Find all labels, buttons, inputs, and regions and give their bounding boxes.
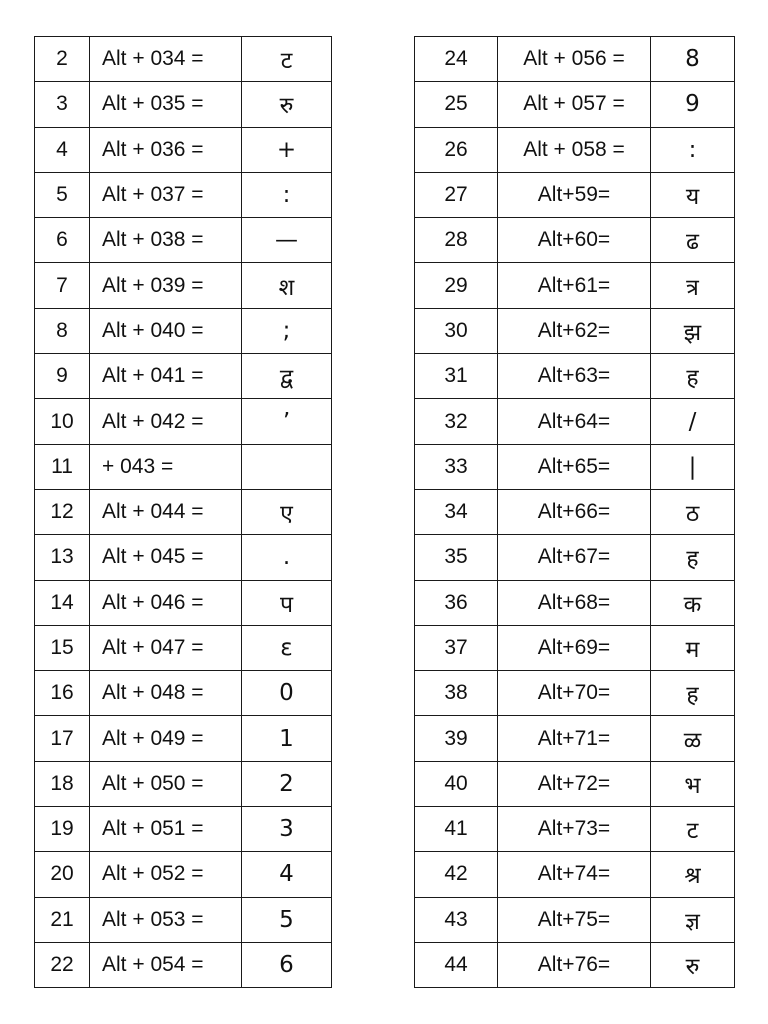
table-row — [35, 807, 735, 852]
right-alt-code-cell: Alt+61= — [498, 263, 651, 308]
right-number-cell: 33 — [415, 444, 498, 489]
column-gap — [332, 580, 415, 625]
right-alt-code-cell: Alt+70= — [498, 671, 651, 716]
right-number-cell: 27 — [415, 172, 498, 217]
left-glyph-cell: ए — [242, 489, 332, 534]
table-row — [35, 489, 735, 534]
left-alt-code-cell: Alt + 047 = — [90, 625, 242, 670]
right-number-cell: 29 — [415, 263, 498, 308]
right-alt-code-cell: Alt+63= — [498, 354, 651, 399]
left-number-cell: 6 — [35, 218, 90, 263]
left-number-cell: 8 — [35, 308, 90, 353]
table-row — [35, 37, 735, 82]
right-alt-code-cell: Alt+76= — [498, 942, 651, 987]
right-alt-code-cell: Alt+66= — [498, 489, 651, 534]
right-number-cell: 42 — [415, 852, 498, 897]
column-gap — [332, 852, 415, 897]
column-gap — [332, 489, 415, 534]
left-number-cell: 3 — [35, 82, 90, 127]
column-gap — [332, 354, 415, 399]
table-row — [35, 761, 735, 806]
right-glyph-cell: ह — [651, 671, 735, 716]
right-alt-code-cell: Alt+75= — [498, 897, 651, 942]
column-gap — [332, 82, 415, 127]
left-number-cell: 22 — [35, 942, 90, 987]
left-number-cell: 16 — [35, 671, 90, 716]
right-number-cell: 32 — [415, 399, 498, 444]
left-glyph-cell: रु — [242, 82, 332, 127]
left-glyph-cell — [242, 444, 332, 489]
table-row — [35, 671, 735, 716]
left-number-cell: 9 — [35, 354, 90, 399]
left-alt-code-cell: Alt + 053 = — [90, 897, 242, 942]
left-alt-code-cell: Alt + 052 = — [90, 852, 242, 897]
left-alt-code-cell: Alt + 042 = — [90, 399, 242, 444]
table-row — [35, 308, 735, 353]
right-number-cell: 26 — [415, 127, 498, 172]
left-alt-code-cell: Alt + 050 = — [90, 761, 242, 806]
right-alt-code-cell: Alt+74= — [498, 852, 651, 897]
right-number-cell: 35 — [415, 535, 498, 580]
right-alt-code-cell: Alt+73= — [498, 807, 651, 852]
left-glyph-cell: — — [242, 218, 332, 263]
column-gap — [332, 625, 415, 670]
column-gap — [332, 761, 415, 806]
left-alt-code-cell: Alt + 039 = — [90, 263, 242, 308]
left-alt-code-cell: Alt + 040 = — [90, 308, 242, 353]
table-row — [35, 535, 735, 580]
right-alt-code-cell: Alt+69= — [498, 625, 651, 670]
table-row — [35, 127, 735, 172]
right-glyph-cell: / — [651, 399, 735, 444]
left-number-cell: 20 — [35, 852, 90, 897]
right-glyph-cell: क — [651, 580, 735, 625]
alt-code-table — [34, 36, 735, 988]
right-number-cell: 40 — [415, 761, 498, 806]
right-alt-code-cell: Alt + 057 = — [498, 82, 651, 127]
right-alt-code-cell: Alt+60= — [498, 218, 651, 263]
left-alt-code-cell: Alt + 044 = — [90, 489, 242, 534]
left-number-cell: 15 — [35, 625, 90, 670]
left-alt-code-cell: Alt + 036 = — [90, 127, 242, 172]
left-number-cell: 18 — [35, 761, 90, 806]
table-row — [35, 218, 735, 263]
right-glyph-cell: श्र — [651, 852, 735, 897]
right-glyph-cell: भ — [651, 761, 735, 806]
left-glyph-cell: प — [242, 580, 332, 625]
left-glyph-cell: ; — [242, 308, 332, 353]
column-gap — [332, 172, 415, 217]
column-gap — [332, 807, 415, 852]
table-row — [35, 897, 735, 942]
right-glyph-cell: ढ — [651, 218, 735, 263]
right-number-cell: 25 — [415, 82, 498, 127]
right-alt-code-cell: Alt+59= — [498, 172, 651, 217]
right-alt-code-cell: Alt+71= — [498, 716, 651, 761]
left-alt-code-cell: Alt + 051 = — [90, 807, 242, 852]
left-alt-code-cell: + 043 = — [90, 444, 242, 489]
left-alt-code-cell: Alt + 035 = — [90, 82, 242, 127]
left-glyph-cell: द्व — [242, 354, 332, 399]
left-number-cell: 17 — [35, 716, 90, 761]
table-row — [35, 580, 735, 625]
table-row — [35, 82, 735, 127]
right-glyph-cell: ठ — [651, 489, 735, 534]
right-number-cell: 44 — [415, 942, 498, 987]
right-number-cell: 30 — [415, 308, 498, 353]
table-body — [35, 37, 735, 988]
table-row — [35, 942, 735, 987]
right-glyph-cell: ट — [651, 807, 735, 852]
right-glyph-cell: 9 — [651, 82, 735, 127]
column-gap — [332, 716, 415, 761]
left-alt-code-cell: Alt + 054 = — [90, 942, 242, 987]
right-number-cell: 41 — [415, 807, 498, 852]
right-number-cell: 36 — [415, 580, 498, 625]
column-gap — [332, 535, 415, 580]
table-row — [35, 444, 735, 489]
right-number-cell: 31 — [415, 354, 498, 399]
left-glyph-cell: 5 — [242, 897, 332, 942]
left-number-cell: 2 — [35, 37, 90, 82]
right-number-cell: 43 — [415, 897, 498, 942]
right-glyph-cell: झ — [651, 308, 735, 353]
left-glyph-cell: 0 — [242, 671, 332, 716]
right-glyph-cell: | — [651, 444, 735, 489]
right-glyph-cell: ळ — [651, 716, 735, 761]
column-gap — [332, 37, 415, 82]
left-glyph-cell: : — [242, 172, 332, 217]
right-glyph-cell: ह — [651, 535, 735, 580]
right-alt-code-cell: Alt+67= — [498, 535, 651, 580]
right-glyph-cell: म — [651, 625, 735, 670]
left-alt-code-cell: Alt + 046 = — [90, 580, 242, 625]
left-alt-code-cell: Alt + 041 = — [90, 354, 242, 399]
right-alt-code-cell: Alt+65= — [498, 444, 651, 489]
right-glyph-cell: त्र — [651, 263, 735, 308]
left-glyph-cell: ε — [242, 625, 332, 670]
column-gap — [332, 671, 415, 716]
right-alt-code-cell: Alt + 056 = — [498, 37, 651, 82]
left-number-cell: 19 — [35, 807, 90, 852]
right-alt-code-cell: Alt + 058 = — [498, 127, 651, 172]
table-row — [35, 354, 735, 399]
left-alt-code-cell: Alt + 037 = — [90, 172, 242, 217]
table-row — [35, 399, 735, 444]
left-number-cell: 21 — [35, 897, 90, 942]
right-alt-code-cell: Alt+72= — [498, 761, 651, 806]
right-alt-code-cell: Alt+68= — [498, 580, 651, 625]
left-alt-code-cell: Alt + 034 = — [90, 37, 242, 82]
left-number-cell: 13 — [35, 535, 90, 580]
column-gap — [332, 263, 415, 308]
right-glyph-cell: : — [651, 127, 735, 172]
column-gap — [332, 942, 415, 987]
right-alt-code-cell: Alt+62= — [498, 308, 651, 353]
left-number-cell: 12 — [35, 489, 90, 534]
column-gap — [332, 444, 415, 489]
column-gap — [332, 127, 415, 172]
right-number-cell: 39 — [415, 716, 498, 761]
right-number-cell: 24 — [415, 37, 498, 82]
left-glyph-cell: + — [242, 127, 332, 172]
right-alt-code-cell: Alt+64= — [498, 399, 651, 444]
table-row — [35, 716, 735, 761]
right-number-cell: 34 — [415, 489, 498, 534]
left-number-cell: 7 — [35, 263, 90, 308]
column-gap — [332, 218, 415, 263]
column-gap — [332, 897, 415, 942]
left-glyph-cell: 2 — [242, 761, 332, 806]
right-glyph-cell: 8 — [651, 37, 735, 82]
left-glyph-cell: ट — [242, 37, 332, 82]
right-number-cell: 37 — [415, 625, 498, 670]
right-number-cell: 28 — [415, 218, 498, 263]
left-number-cell: 14 — [35, 580, 90, 625]
right-glyph-cell: ज्ञ — [651, 897, 735, 942]
left-number-cell: 4 — [35, 127, 90, 172]
table-row — [35, 172, 735, 217]
left-alt-code-cell: Alt + 049 = — [90, 716, 242, 761]
table-row — [35, 263, 735, 308]
left-glyph-cell: 4 — [242, 852, 332, 897]
left-glyph-cell: 3 — [242, 807, 332, 852]
left-number-cell: 11 — [35, 444, 90, 489]
left-glyph-cell: श — [242, 263, 332, 308]
right-glyph-cell: रु — [651, 942, 735, 987]
left-glyph-cell: . — [242, 535, 332, 580]
table-row — [35, 625, 735, 670]
right-glyph-cell: य — [651, 172, 735, 217]
table-row — [35, 852, 735, 897]
left-glyph-cell: 6 — [242, 942, 332, 987]
left-glyph-cell: 1 — [242, 716, 332, 761]
left-glyph-cell: ’ — [242, 399, 332, 444]
column-gap — [332, 399, 415, 444]
right-glyph-cell: ह — [651, 354, 735, 399]
left-alt-code-cell: Alt + 038 = — [90, 218, 242, 263]
right-number-cell: 38 — [415, 671, 498, 716]
left-alt-code-cell: Alt + 045 = — [90, 535, 242, 580]
left-number-cell: 5 — [35, 172, 90, 217]
left-number-cell: 10 — [35, 399, 90, 444]
left-alt-code-cell: Alt + 048 = — [90, 671, 242, 716]
column-gap — [332, 308, 415, 353]
